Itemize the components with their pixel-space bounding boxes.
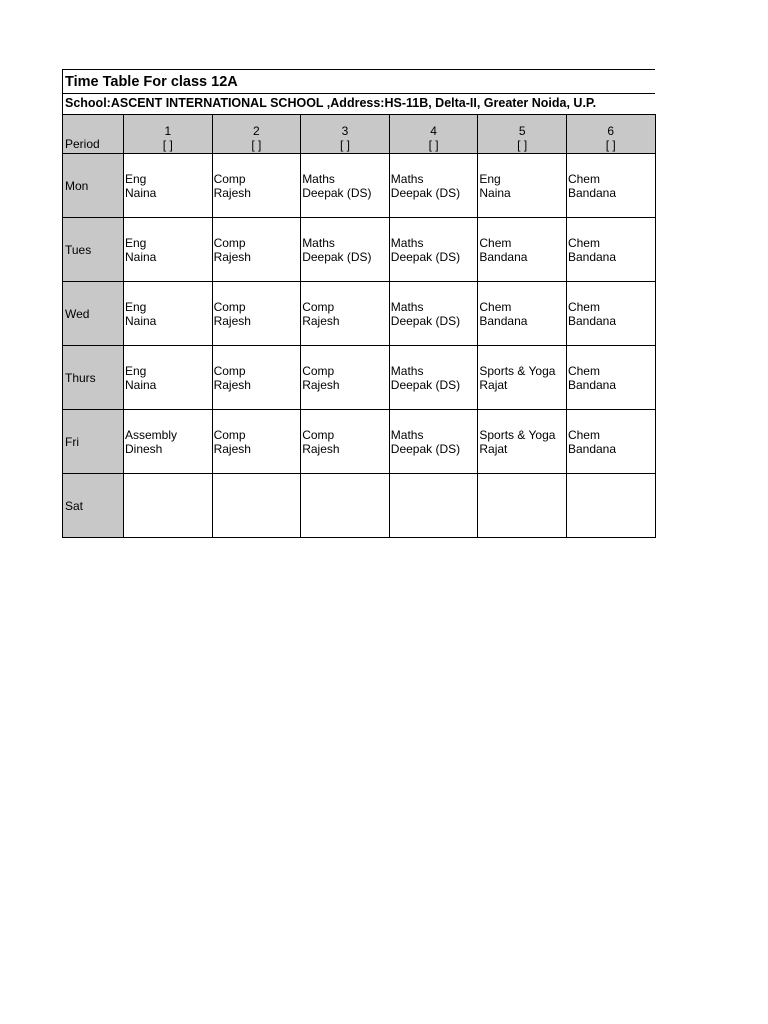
subject-name: Chem [567, 171, 600, 186]
subject-name: Eng [125, 363, 147, 378]
teacher-name: Rajesh [302, 377, 340, 392]
subject-name: Maths [390, 235, 424, 250]
period-slot: [ ] [251, 138, 262, 152]
period-slot: [ ] [162, 138, 173, 152]
subject-name: Chem [479, 235, 512, 250]
teacher-name: Rajesh [213, 441, 251, 456]
teacher-name: Bandana [567, 441, 617, 456]
subject-name: Eng [125, 171, 147, 186]
period-number: 4 [430, 124, 437, 138]
teacher-name: Rajesh [213, 249, 251, 264]
period-slot-cell [566, 410, 655, 474]
subject-name: Comp [213, 235, 246, 250]
period-slot-cell [389, 154, 478, 218]
period-slot-cell [389, 282, 478, 346]
period-slot-cell [124, 282, 213, 346]
teacher-name: Rajesh [213, 377, 251, 392]
timetable-body [63, 154, 656, 538]
day-row-tues [63, 218, 656, 282]
period-slot-cell [478, 154, 567, 218]
period-slot: [ ] [517, 138, 528, 152]
subject-name: Maths [302, 171, 335, 186]
period-header-6 [566, 115, 655, 154]
day-row-sat [63, 474, 656, 538]
timetable-sheet [62, 69, 655, 538]
teacher-name: Rajesh [302, 313, 340, 328]
period-slot-cell [566, 346, 655, 410]
teacher-name: Bandana [479, 313, 528, 328]
teacher-name: Naina [125, 249, 157, 264]
period-slot-cell [301, 346, 390, 410]
school-address-line: School:ASCENT INTERNATIONAL SCHOOL ,Address:HS-11B, Delta-II, Greater Noida, U.P. [62, 93, 655, 114]
period-number: 2 [253, 124, 260, 138]
period-slot-cell [566, 218, 655, 282]
subject-name: Comp [213, 363, 246, 378]
period-header-3 [301, 115, 390, 154]
teacher-name: Bandana [567, 249, 617, 264]
subject-name: Eng [125, 299, 147, 314]
day-label: Tues [63, 218, 124, 282]
period-slot-cell [478, 282, 567, 346]
teacher-name: Deepak (DS) [390, 313, 461, 328]
period-slot-cell [389, 218, 478, 282]
day-row-mon [63, 154, 656, 218]
period-slot-cell [301, 410, 390, 474]
subject-name: Comp [302, 299, 335, 314]
day-label: Wed [63, 282, 124, 346]
teacher-name: Naina [125, 377, 157, 392]
period-slot-cell [212, 346, 301, 410]
teacher-name: Deepak (DS) [302, 185, 372, 200]
subject-name: Comp [302, 427, 335, 442]
teacher-name: Naina [125, 313, 157, 328]
subject-name: Comp [213, 427, 246, 442]
subject-name: Chem [567, 363, 600, 378]
teacher-name: Rajat [479, 377, 508, 392]
period-slot-cell [301, 218, 390, 282]
subject-name: Sports & Yoga [479, 427, 556, 442]
subject-name: Maths [302, 235, 335, 250]
teacher-name: Dinesh [125, 441, 163, 456]
teacher-name: Naina [125, 185, 157, 200]
teacher-name: Deepak (DS) [302, 249, 372, 264]
period-slot-cell [478, 474, 567, 538]
teacher-name: Deepak (DS) [390, 249, 461, 264]
subject-name: Maths [390, 363, 424, 378]
subject-name: Chem [567, 299, 600, 314]
teacher-name: Rajesh [213, 313, 251, 328]
period-slot-cell [212, 218, 301, 282]
teacher-name: Bandana [567, 185, 617, 200]
day-label: Fri [63, 410, 124, 474]
day-label: Mon [63, 154, 124, 218]
teacher-name: Deepak (DS) [390, 377, 461, 392]
period-header-2 [212, 115, 301, 154]
period-header-row [63, 115, 656, 154]
period-slot-cell [301, 282, 390, 346]
period-slot-cell [478, 346, 567, 410]
period-header-1 [124, 115, 213, 154]
teacher-name: Rajesh [302, 441, 340, 456]
day-row-thurs [63, 346, 656, 410]
period-number: 3 [341, 124, 349, 138]
subject-name: Chem [479, 299, 512, 314]
teacher-name: Bandana [479, 249, 528, 264]
subject-name: Maths [390, 171, 424, 186]
period-slot: [ ] [605, 138, 616, 152]
subject-name: Assembly [125, 427, 178, 442]
teacher-name: Rajesh [213, 185, 251, 200]
period-slot-cell [212, 154, 301, 218]
period-slot: [ ] [428, 138, 439, 152]
timetable-title: Time Table For class 12A [62, 69, 655, 93]
subject-name: Maths [390, 299, 424, 314]
period-slot: [ ] [339, 138, 350, 152]
teacher-name: Deepak (DS) [390, 185, 461, 200]
teacher-name: Naina [479, 185, 511, 200]
day-row-fri [63, 410, 656, 474]
period-slot-cell [124, 410, 213, 474]
subject-name: Comp [302, 363, 335, 378]
period-slot-cell [389, 346, 478, 410]
teacher-name: Bandana [567, 313, 617, 328]
period-header-5 [478, 115, 567, 154]
period-slot-cell [124, 154, 213, 218]
period-slot-cell [212, 282, 301, 346]
teacher-name: Deepak (DS) [390, 441, 461, 456]
subject-name: Chem [567, 427, 600, 442]
subject-name: Maths [390, 427, 424, 442]
period-slot-cell [124, 474, 213, 538]
subject-name: Sports & Yoga [479, 363, 556, 378]
period-slot-cell [301, 154, 390, 218]
period-slot-cell [212, 410, 301, 474]
subject-name: Comp [213, 299, 246, 314]
period-slot-cell [124, 218, 213, 282]
teacher-name: Bandana [567, 377, 617, 392]
day-row-wed [63, 282, 656, 346]
period-slot-cell [478, 218, 567, 282]
period-number: 6 [607, 124, 615, 138]
subject-name: Eng [479, 171, 501, 186]
period-slot-cell [124, 346, 213, 410]
day-label: Thurs [63, 346, 124, 410]
period-slot-cell [212, 474, 301, 538]
period-slot-cell [389, 410, 478, 474]
subject-name: Chem [567, 235, 600, 250]
period-slot-cell [566, 474, 655, 538]
timetable-grid [62, 114, 656, 538]
period-slot-cell [301, 474, 390, 538]
subject-name: Comp [213, 171, 246, 186]
period-header-4 [389, 115, 478, 154]
period-slot-cell [389, 474, 478, 538]
period-number: 5 [518, 124, 526, 138]
period-slot-cell [566, 154, 655, 218]
subject-name: Eng [125, 235, 147, 250]
teacher-name: Rajat [479, 441, 508, 456]
period-slot-cell [478, 410, 567, 474]
day-label: Sat [63, 474, 124, 538]
period-corner-label: Period [63, 115, 124, 154]
period-number: 1 [164, 124, 172, 138]
period-slot-cell [566, 282, 655, 346]
